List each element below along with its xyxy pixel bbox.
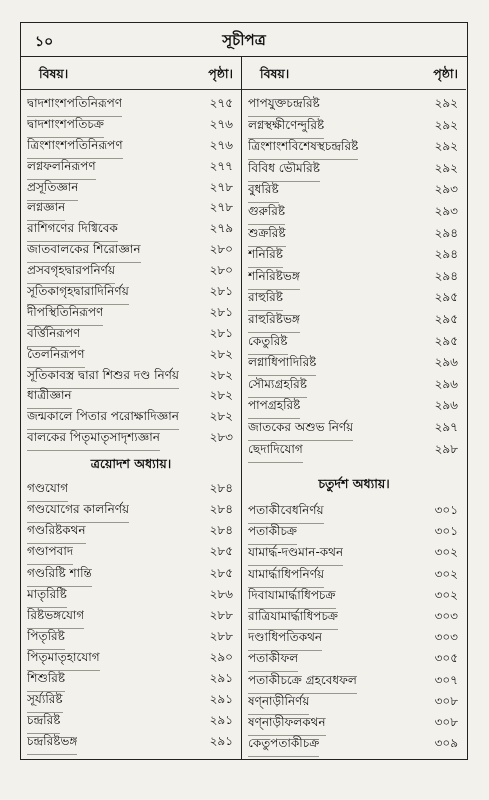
entry-page-number: ২৮০ (209, 263, 233, 278)
entry-subject: রাহুরিষ্টভঙ্গ (248, 311, 300, 333)
toc-entry (242, 521, 466, 542)
toc-entry (242, 374, 466, 396)
entry-subject: লগ্নফলনিরূপণ (27, 158, 96, 180)
entry-page-number: ২৮৪ (209, 523, 233, 538)
entry-group (21, 448, 241, 752)
toc-entry (242, 244, 466, 266)
entry-page-number: ২৯৬ (434, 355, 458, 370)
toc-entry (21, 668, 241, 689)
entry-page-number: ২৮১ (209, 284, 233, 299)
entry-subject: গণ্ডাপবাদ (27, 543, 73, 565)
entry-page-number: ২৯৬ (434, 398, 458, 413)
entry-subject: সৌম্যগ্রহরিষ্ট (248, 376, 307, 398)
entry-page-number: ২৮১ (209, 325, 233, 340)
entry-page-number: ৩০১ (434, 503, 458, 518)
entry-page-number: ২৯৫ (434, 311, 458, 326)
entry-page-number: ২৯৩ (434, 203, 458, 218)
toc-entry (21, 647, 241, 668)
toc-entry (21, 689, 241, 710)
toc-entry (21, 731, 241, 752)
entry-subject: পতাকীফল (248, 650, 298, 672)
toc-entry (242, 266, 466, 288)
entry-subject: পতাকীচক্র (248, 523, 297, 545)
entry-page-number: ২৯২ (434, 139, 458, 154)
column-header (242, 57, 466, 90)
entry-page-number: ৩০৮ (434, 693, 458, 708)
toc-entry (242, 585, 466, 606)
entry-page-number: ২৯১ (209, 670, 233, 685)
entry-subject: পিতৃমাতৃহাযোগ (27, 649, 100, 671)
entry-page-number: ২৮৪ (209, 502, 233, 517)
toc-entry (21, 281, 241, 302)
toc-entry (21, 197, 241, 218)
entry-subject: কেতুরিষ্ট (248, 333, 288, 355)
toc-entry (242, 287, 466, 309)
entry-subject: গণ্ডরিষ্টকথন (27, 522, 86, 544)
entry-page-number: ২৯১ (209, 713, 233, 728)
entry-subject: গণ্ডযোগ (27, 480, 68, 502)
entry-subject: বর্ত্তিনিরূপণ (27, 325, 80, 347)
page-header-label: পৃষ্ঠা। (433, 66, 458, 81)
entry-subject: দণ্ডাধিপতিকথন (248, 629, 322, 651)
entry-subject: ছেদাদিযোগ (248, 441, 303, 463)
entry-subject: ধাত্রীজ্ঞান (27, 387, 72, 409)
toc-entry (242, 158, 466, 180)
entry-page-number: ২৯১ (209, 734, 233, 749)
toc-entry (21, 385, 241, 406)
toc-entry (21, 177, 241, 198)
toc-entry (21, 365, 241, 386)
entry-subject: গুরুরিষ্ট (248, 203, 285, 225)
entry-page-number: ২৯২ (434, 160, 458, 175)
entry-subject: দ্বাদশাংশপতিচক্র (27, 116, 104, 138)
entry-page-number: ২৯৭ (434, 419, 458, 434)
entry-page-number: ৩০৩ (434, 609, 458, 624)
entry-subject: রাহুরিষ্ট (248, 289, 283, 311)
entry-page-number: ২৯৫ (434, 333, 458, 348)
entry-page-number: ২৭৬ (209, 137, 233, 152)
entry-subject: জন্মকালে পিতার পরোক্ষাদিজ্ঞান (27, 408, 179, 430)
page-title: সূচীপত্র (222, 31, 266, 49)
entry-page-number: ২৮০ (209, 242, 233, 257)
entry-subject: রাত্রিযামার্দ্ধাধিপচক্র (248, 608, 338, 630)
entry-subject: চন্দ্ররিষ্টভঙ্গ (27, 733, 77, 755)
toc-entry (242, 627, 466, 648)
entry-page-number: ৩০২ (434, 566, 458, 581)
entry-page-number: ২৮৮ (209, 607, 233, 622)
subject-header: বিষয়। (39, 66, 69, 81)
entry-page-number: ২৯৬ (434, 376, 458, 391)
toc-entry (21, 156, 241, 177)
entry-subject: সূতিকাবস্ত্র দ্বারা শিশুর দণ্ড নির্ণয় (27, 367, 179, 389)
toc-entry (242, 648, 466, 669)
entry-subject: দীপস্থিতিনিরূপণ (27, 304, 103, 326)
entry-group (21, 93, 241, 448)
entry-group (242, 93, 466, 460)
entry-page-number: ২৮১ (209, 304, 233, 319)
toc-entry (21, 710, 241, 731)
entry-subject: প্রসবগৃহদ্বারপনির্ণয় (27, 262, 115, 284)
toc-entry (21, 478, 241, 499)
entry-page-number: ৩০২ (434, 587, 458, 602)
entry-subject: বিবিধ ভৌমরিষ্ট (248, 160, 320, 182)
entry-list (21, 93, 241, 752)
toc-entry (21, 218, 241, 239)
entry-page-number: ৩০১ (434, 524, 458, 539)
entry-page-number: ২৯৩ (434, 182, 458, 197)
page-header (20, 22, 468, 56)
toc-entry (21, 135, 241, 156)
toc-entry (21, 563, 241, 584)
entry-page-number: ২৭৯ (209, 221, 233, 236)
entry-subject: রিষ্টভঙ্গযোগ (27, 607, 84, 629)
toc-entry (242, 352, 466, 374)
entry-page-number: ২৭৮ (209, 179, 233, 194)
entry-page-number: ২৮২ (209, 409, 233, 424)
entry-subject: গণ্ডরিষ্টি শান্তি (27, 565, 92, 587)
toc-entry (21, 626, 241, 647)
entry-page-number: ২৯০ (209, 649, 233, 664)
toc-entry (242, 201, 466, 223)
entry-page-number: ২৯৫ (434, 290, 458, 305)
toc-entry (21, 499, 241, 520)
toc-entry (242, 439, 466, 461)
toc-column-right (241, 57, 466, 759)
entry-subject: যামার্দ্ধ-দণ্ডমান-কথন (248, 544, 343, 566)
entry-subject: গণ্ডযোগের কালনির্ণয় (27, 501, 129, 523)
chapter-heading: ত্রয়োদশ অধ্যায়। (90, 456, 172, 472)
entry-page-number: ২৮২ (209, 367, 233, 382)
entry-page-number: ৩০৩ (434, 630, 458, 645)
toc-entry (242, 564, 466, 585)
toc-entry (242, 179, 466, 201)
chapter-heading: চতুর্দশ অধ্যায়। (318, 476, 390, 492)
entry-subject: সূতিকাগৃহদ্বারাদিনির্ণয় (27, 283, 129, 305)
toc-entry (242, 115, 466, 137)
entry-page-number: ৩০৯ (434, 736, 458, 751)
entry-page-number: ৩০৭ (434, 672, 458, 687)
column-header (21, 57, 241, 90)
entry-subject: লগ্নস্থক্ষীণেন্দুরিষ্ট (248, 117, 324, 139)
subject-header: বিষয়। (260, 66, 290, 81)
toc-entry (242, 136, 466, 158)
entry-subject: লগ্নাধিপাদিরিষ্ট (248, 354, 316, 376)
entry-subject: জাতবালকের শিরোজ্ঞান (27, 241, 141, 263)
toc-entry (242, 500, 466, 521)
entry-subject: পিতৃরিষ্ট (27, 628, 65, 650)
entry-subject: পাপযুক্তচন্দ্ররিষ্ট (248, 95, 320, 117)
entry-subject: সূর্য্যরিষ্ট (27, 691, 63, 713)
entry-page-number: ২৯৪ (434, 247, 458, 262)
toc-entry (242, 309, 466, 331)
entry-subject: শিশুরিষ্ট (27, 670, 65, 692)
entry-page-number: ৩০৫ (434, 651, 458, 666)
entry-page-number: ২৮২ (209, 346, 233, 361)
page-header-label: পৃষ্ঠা। (208, 66, 233, 81)
entry-subject: চন্দ্ররিষ্ট (27, 712, 60, 734)
entry-subject: যামার্দ্ধাধিপনির্ণয় (248, 566, 324, 588)
entry-page-number: ২৯১ (209, 692, 233, 707)
toc-entry (21, 239, 241, 260)
entry-subject: ষণ্নাড়ীফলকথন (248, 714, 326, 736)
toc-entry (21, 605, 241, 626)
entry-page-number: ২৮৮ (209, 628, 233, 643)
entry-subject: কেতুপতাকীচক্র (248, 735, 319, 757)
entry-page-number: ২৮২ (209, 388, 233, 403)
toc-column-left (21, 57, 241, 759)
toc-entry (21, 323, 241, 344)
entry-subject: দিবাযামার্দ্ধাধিপচক্র (248, 587, 336, 609)
entry-subject: ত্রিংশাংশবিশেষস্থচন্দ্ররিষ্ট (248, 138, 358, 160)
entry-page-number: ৩০৮ (434, 714, 458, 729)
entry-subject: দ্বাদশাংশপতিনিরূপণ (27, 95, 122, 117)
toc-entry (21, 93, 241, 114)
toc-entry (21, 541, 241, 562)
toc-entry (242, 542, 466, 563)
entry-subject: মাতৃরিষ্টি (27, 586, 67, 608)
entry-page-number: ২৭৮ (209, 200, 233, 215)
entry-subject: লগ্নজ্ঞান (27, 199, 65, 221)
entry-subject: বুধরিষ্ট (248, 181, 279, 203)
entry-subject: শনিরিষ্ট (248, 246, 283, 268)
toc-entry (242, 417, 466, 439)
toc-entry (242, 93, 466, 115)
toc-table (20, 56, 468, 760)
entry-page-number: ২৯৪ (434, 225, 458, 240)
entry-page-number: ২৭৭ (209, 158, 233, 173)
entry-group (242, 460, 466, 754)
toc-entry (21, 406, 241, 427)
toc-entry (21, 584, 241, 605)
entry-page-number: ৩০২ (434, 545, 458, 560)
entry-list (242, 93, 466, 754)
entry-page-number: ২৯২ (434, 117, 458, 132)
entry-subject: শুক্ররিষ্ট (248, 225, 286, 247)
entry-page-number: ২৮৩ (209, 430, 233, 445)
toc-entry (242, 606, 466, 627)
toc-entry (21, 427, 241, 448)
toc-entry (21, 260, 241, 281)
entry-subject: পাপগ্রহরিষ্ট (248, 397, 300, 419)
entry-subject: বালকের পিতৃমাতৃসাদৃশ্যজ্ঞান (27, 429, 160, 451)
entry-page-number: ২৯৮ (434, 441, 458, 456)
entry-page-number: ২৮৬ (209, 586, 233, 601)
toc-entry (21, 114, 241, 135)
entry-subject: জাতকের অশুভ নির্ণয় (248, 419, 353, 441)
toc-entry (242, 712, 466, 733)
toc-entry (242, 691, 466, 712)
entry-page-number: ২৯২ (434, 96, 458, 110)
page-number: ১০ (35, 34, 54, 50)
toc-entry (242, 395, 466, 417)
entry-page-number: ২৭৫ (209, 96, 233, 110)
entry-subject: পতাকীচক্রে গ্রহবেধফল (248, 672, 357, 694)
entry-subject: ত্রিংশাংশপতিনিরূপণ (27, 137, 123, 159)
entry-subject: তৈলনিরূপণ (27, 346, 85, 368)
entry-page-number: ২৯৪ (434, 268, 458, 283)
entry-page-number: ২৮৪ (209, 481, 233, 496)
entry-subject: প্রসূতিজ্ঞান (27, 179, 78, 201)
entry-subject: ষণ্নাড়ীনির্ণয় (248, 693, 309, 715)
entry-subject: শনিরিষ্টভঙ্গ (248, 268, 300, 290)
toc-entry (21, 302, 241, 323)
entry-page-number: ২৮৫ (209, 544, 233, 559)
entry-subject: রাশিগণের দিগ্বিবেক (27, 220, 118, 242)
toc-entry (242, 331, 466, 353)
entry-page-number: ২৮৫ (209, 565, 233, 580)
toc-entry (242, 670, 466, 691)
toc-entry (21, 344, 241, 365)
entry-subject: পতাকীবেধনির্ণয় (248, 502, 324, 524)
entry-page-number: ২৭৬ (209, 116, 233, 131)
toc-entry (242, 223, 466, 245)
toc-entry (21, 520, 241, 541)
toc-entry (242, 733, 466, 754)
